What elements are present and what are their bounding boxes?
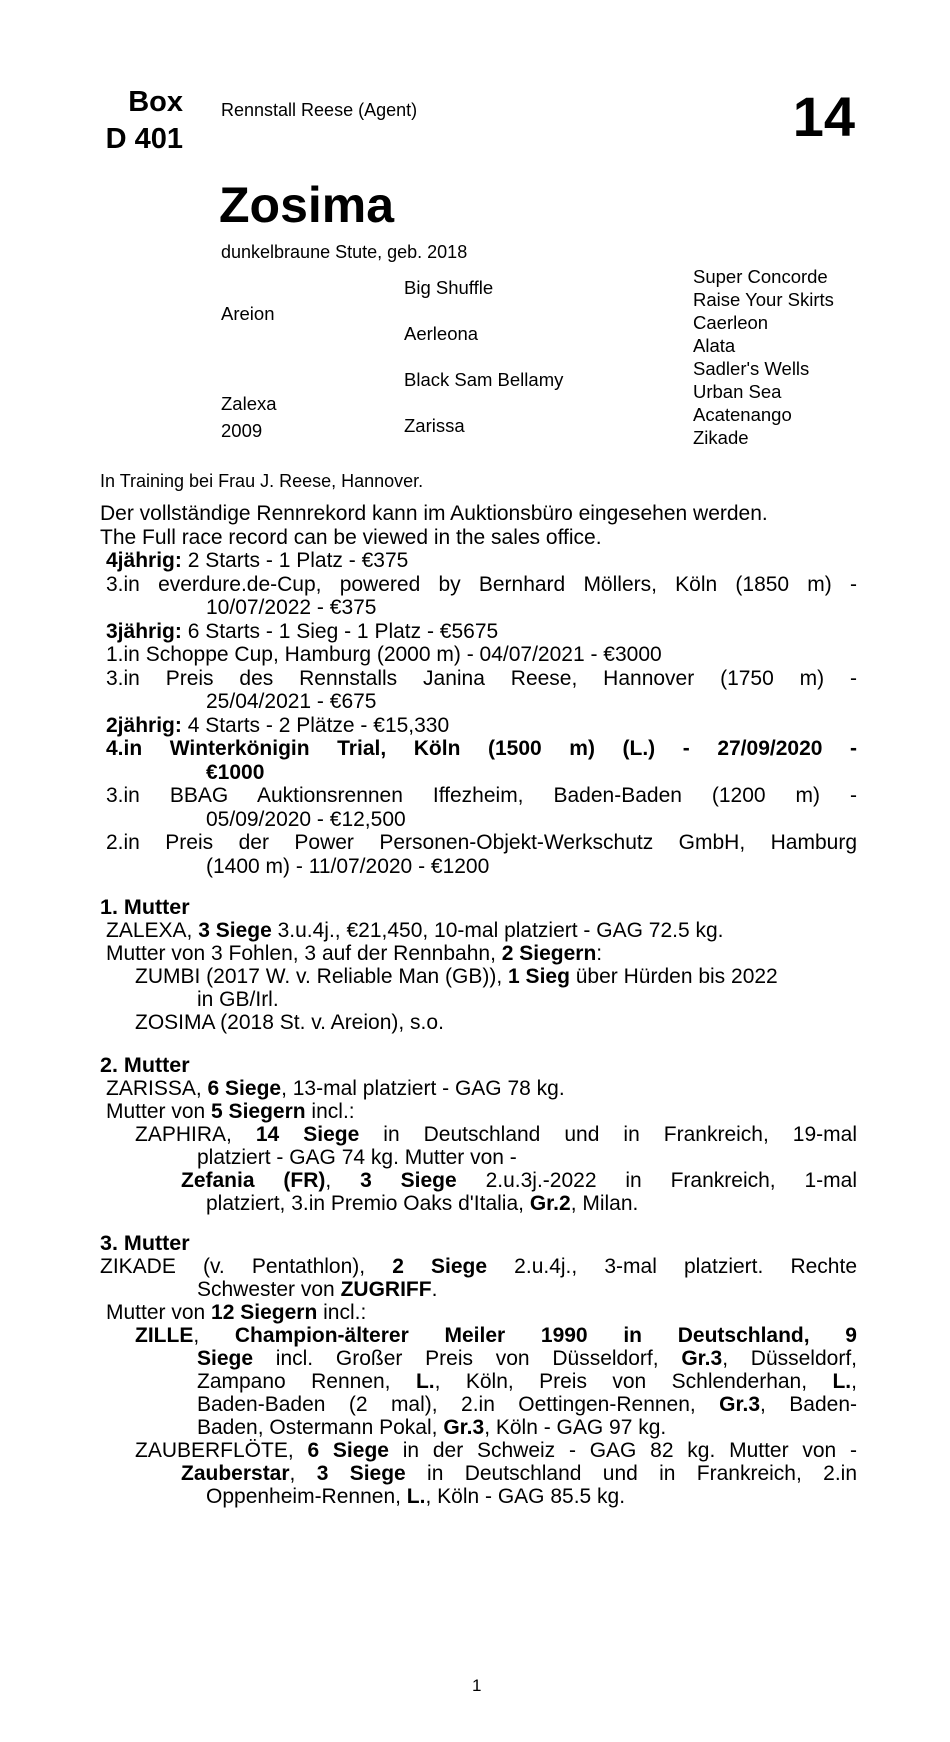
training-note: In Training bei Frau J. Reese, Hannover. <box>100 471 424 491</box>
age3-summary: 3jährig: 6 Starts - 1 Sieg - 1 Platz - €5675 <box>106 619 499 643</box>
pedigree-gen2: Zarissa <box>404 415 465 436</box>
page-number: 1 <box>472 1676 482 1695</box>
box-number: D 401 <box>105 123 183 155</box>
race-record <box>100 502 857 878</box>
pedigree-gen3: Urban Sea <box>693 381 782 402</box>
race-entry-cont: €1000 <box>206 760 265 784</box>
race-entry: 1.in Schoppe Cup, Hamburg (2000 m) - 04/07/2021 - €3000 <box>106 643 662 666</box>
race-entry-listed: 4.in Winterkönigin Trial, Köln (1500 m) (L.) - 27/09/2020 - <box>106 737 857 760</box>
age2-label: 2jährig: <box>106 713 182 737</box>
pedigree-dam-year: 2009 <box>221 420 263 441</box>
record-intro-en: The Full race record can be viewed in the sales office. <box>100 525 602 549</box>
horse-description: dunkelbraune Stute, geb. 2018 <box>221 242 468 262</box>
race-entry-cont: (1400 m) - 11/07/2020 - €1200 <box>206 854 490 878</box>
race-entry: 3.in BBAG Auktionsrennen Iffezheim, Baden-Baden (1200 m) - <box>106 784 857 807</box>
dam2-heading: 2. Mutter <box>100 1053 190 1077</box>
lot-number: 14 <box>792 85 855 148</box>
race-entry: 3.in everdure.de-Cup, powered by Bernhard Möllers, Köln (1850 m) - <box>106 572 857 596</box>
age4-label: 4jährig: <box>106 549 182 572</box>
pedigree-gen3: Super Concorde <box>693 266 828 287</box>
dam1-heading: 1. Mutter <box>100 895 190 919</box>
pedigree-dam: Zalexa <box>221 393 277 414</box>
dam3-section: 3. Mutter ZIKADE (v. Pentathlon), 2 Siege 2.u.4j., 3-mal platziert. Rechte Schwester von ZUGRIFF. Mutter von 12 Siegern incl.: ZILLE, Champion-älterer Meiler 1990 in Deutschland, 9 Siege incl. Großer Preis von Düsseldorf, Gr.3, Düsseldorf, Zampano Rennen, L., Köln, Preis von Schlenderhan, L., Baden-Baden (2 mal), 2.in Oettingen-Rennen, Gr.3, Baden- Baden, Ostermann Pokal, Gr.3, Köln - GAG 97 kg. ZAUBERFLÖTE, 6 Siege in der Schweiz - GAG 82 kg. Mutter von - Zauberstar, 3 Siege in Deutschland und in Frankreich, 2.in Oppenheim-Rennen, L., Köln - GAG 85.5 kg. <box>100 1231 857 1508</box>
pedigree-gen3: Acatenango <box>693 404 792 425</box>
pedigree-gen2: Big Shuffle <box>404 277 494 298</box>
dam1-section: 1. Mutter ZALEXA, 3 Siege 3.u.4j., €21,450, 10-mal platziert - GAG 72.5 kg. Mutter von 3 Fohlen, 3 auf der Rennbahn, 2 Siegern: ZUMBI (2017 W. v. Reliable Man (GB)), 1 Sieg über Hürden bis 2022 in GB/Irl. ZOSIMA (2018 St. v. Areion), s.o. <box>100 896 857 1034</box>
box-label: Box <box>128 86 183 118</box>
dam3-heading: 3. Mutter <box>100 1231 190 1255</box>
pedigree-gen3: Raise Your Skirts <box>693 289 834 310</box>
race-entry-cont: 05/09/2020 - €12,500 <box>206 807 406 831</box>
race-entry: 2.in Preis der Power Personen-Objekt-Werkschutz GmbH, Hamburg <box>106 831 857 854</box>
race-entry-cont: 10/07/2022 - €375 <box>206 596 377 619</box>
age4-summary: 4jährig: 2 Starts - 1 Platz - €375 <box>106 549 409 572</box>
race-entry-cont: 25/04/2021 - €675 <box>206 690 377 713</box>
race-entry: 3.in Preis des Rennstalls Janina Reese, Hannover (1750 m) - <box>106 666 857 690</box>
horse-name: Zosima <box>219 177 395 233</box>
record-intro-de: Der vollständige Rennrekord kann im Auktionsbüro eingesehen werden. <box>100 502 768 525</box>
age3-label: 3jährig: <box>106 619 182 643</box>
pedigree-gen3: Alata <box>693 335 736 356</box>
pedigree-sire: Areion <box>221 303 275 324</box>
pedigree-gen3: Zikade <box>693 427 749 448</box>
pedigree-gen3: Sadler's Wells <box>693 358 810 379</box>
dam2-section: 2. Mutter ZARISSA, 6 Siege, 13-mal platziert - GAG 78 kg. Mutter von 5 Siegern incl.: ZAPHIRA, 14 Siege in Deutschland und in Frankreich, 19-mal platziert - GAG 74 kg. Mutter von - Zefania (FR), 3 Siege 2.u.3j.-2022 in Frankreich, 1-mal platziert, 3.in Premio Oaks d'Italia, Gr.2, Milan. <box>100 1053 858 1215</box>
pedigree-gen3: Caerleon <box>693 312 769 333</box>
pedigree-gen2: Black Sam Bellamy <box>404 369 564 390</box>
consignor: Rennstall Reese (Agent) <box>221 100 418 120</box>
age2-summary: 2jährig: 4 Starts - 2 Plätze - €15,330 <box>106 713 450 737</box>
pedigree-gen2: Aerleona <box>404 323 479 344</box>
